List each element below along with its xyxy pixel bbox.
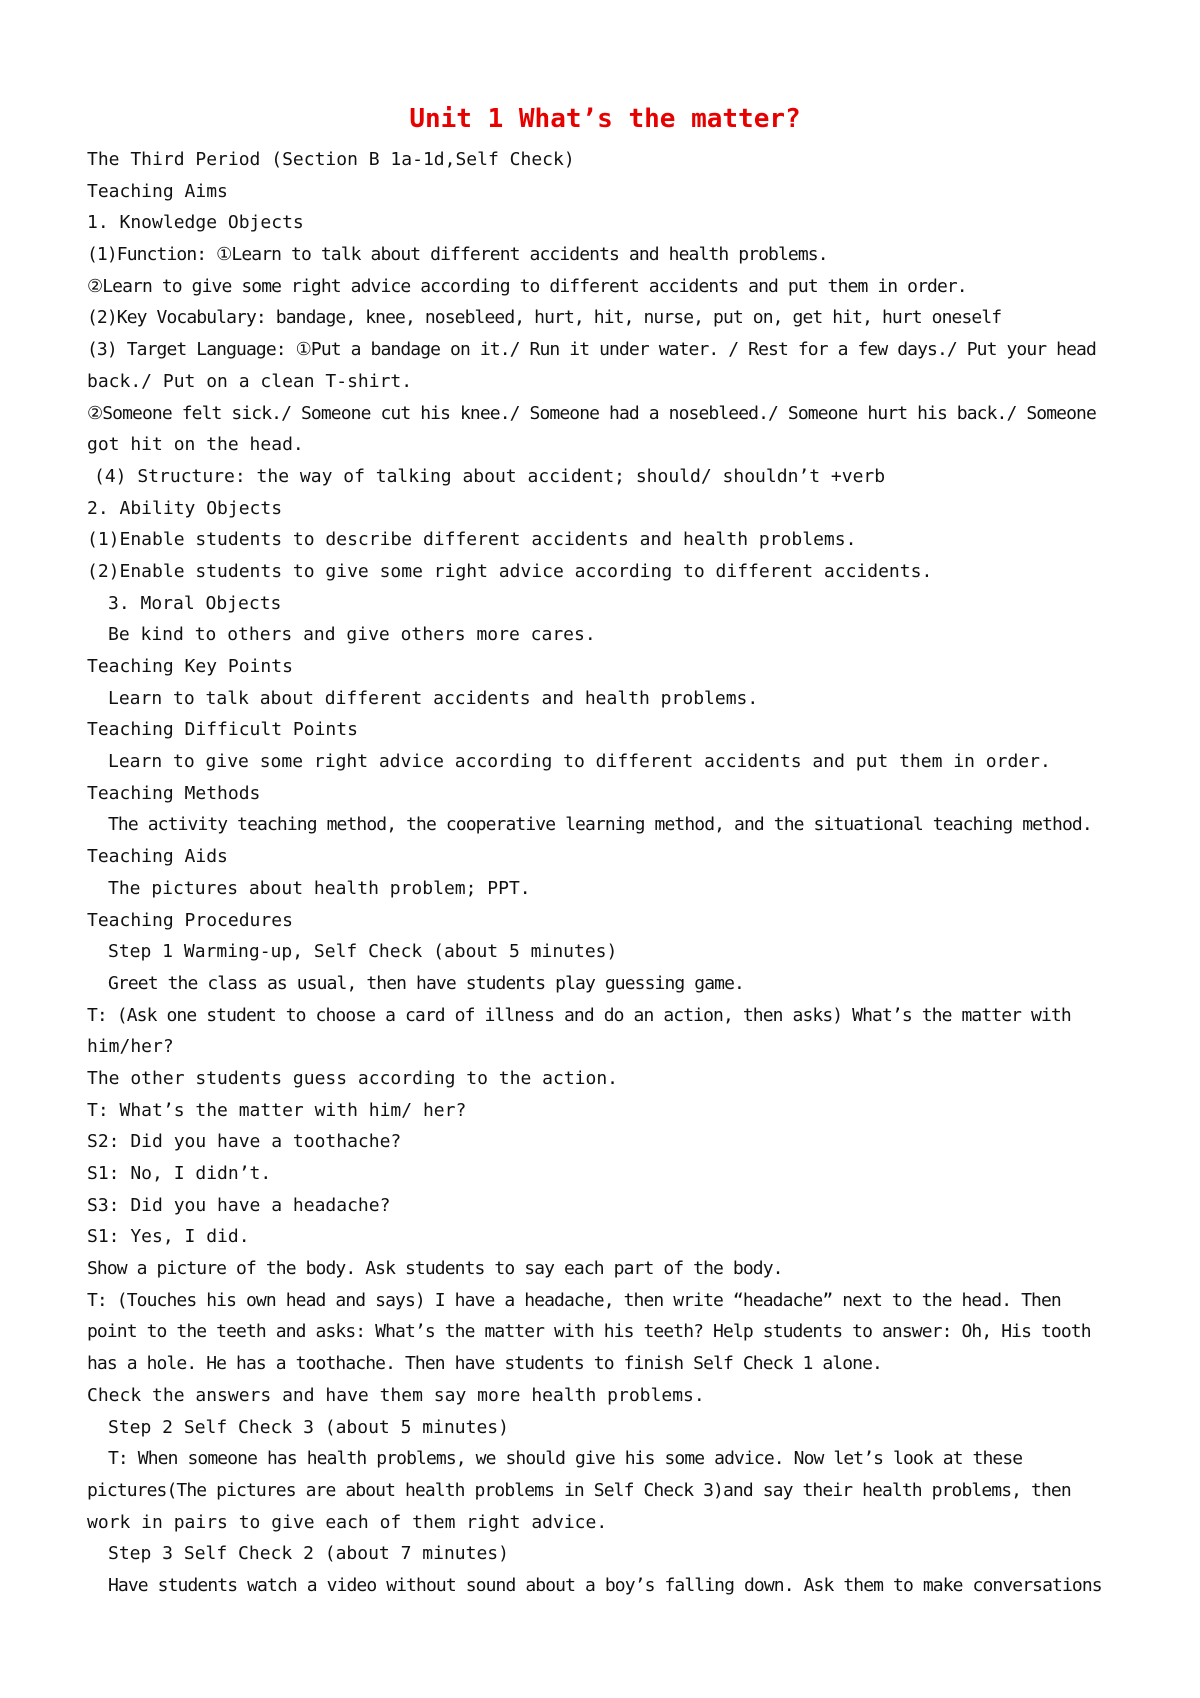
text-line: Show a picture of the body. Ask students to say each part of the body. [87,1258,783,1280]
document-body [87,144,1123,1602]
text-line: Step 3 Self Check 2 (about 7 minutes) [108,1543,509,1565]
text-line: (2)Key Vocabulary: bandage, knee, nosebleed, hurt, hit, nurse, put on, get hit, hurt oneself [87,307,1002,329]
text-line: Step 2 Self Check 3 (about 5 minutes) [108,1416,509,1438]
text-line: (1)Function: ①Learn to talk about different accidents and health problems. [87,244,828,266]
text-line: T: (Ask one student to choose a card of illness and do an action, then asks) What’s the matter with [87,1004,1071,1026]
text-line: Be kind to others and give others more cares. [108,624,596,646]
text-line: The other students guess according to the action. [87,1067,619,1089]
document-page [87,96,1123,1602]
text-line: S1: No, I didn’t. [87,1163,272,1184]
text-line: T: (Touches his own head and says) I have a headache, then write “headache” next to the head. Then [87,1289,1061,1311]
document-title: Unit 1 What’s the matter? [409,104,801,134]
text-line: The activity teaching method, the cooperative learning method, and the situational teaching method. [108,814,1092,836]
text-line: (3) Target Language: ①Put a bandage on it./ Run it under water. / Rest for a few days./ Put your head [87,339,1096,361]
text-line: S1: Yes, I did. [87,1226,250,1248]
text-line: Teaching Methods [87,782,261,804]
text-line: Check the answers and have them say more health problems. [87,1384,705,1406]
text-line: The Third Period (Section B 1a-1d,Self Check) [87,149,575,170]
text-line: has a hole. He has a toothache. Then have students to finish Self Check 1 alone. [87,1353,882,1375]
text-line: Teaching Difficult Points [87,719,358,741]
text-line: Step 1 Warming-up, Self Check (about 5 minutes) [108,941,618,963]
text-line: S2: Did you have a toothache? [87,1131,402,1153]
text-line: Greet the class as usual, then have students play guessing game. [108,972,744,994]
text-line: ②Someone felt sick./ Someone cut his knee./ Someone had a nosebleed./ Someone hurt his back./ Someone [87,402,1096,424]
text-line: Teaching Procedures [87,909,293,931]
text-line: Teaching Aims [87,180,228,202]
text-line: Teaching Key Points [87,656,293,677]
text-line: 3. Moral Objects [108,592,282,614]
text-line: T: What’s the matter with him/ her? [87,1099,467,1121]
text-line: Learn to give some right advice according to different accidents and put them in order. [108,751,1051,773]
text-line: Learn to talk about different accidents and health problems. [108,687,759,709]
text-line: work in pairs to give each of them right advice. [87,1511,608,1533]
text-line: (1)Enable students to describe different accidents and health problems. [87,529,857,551]
text-line: (4) Structure: the way of talking about accident; should/ shouldn’t +verb [94,465,886,487]
text-line: ②Learn to give some right advice according to different accidents and put them in order. [87,275,967,297]
text-line: The pictures about health problem; PPT. [108,877,531,899]
text-line: Have students watch a video without sound about a boy’s falling down. Ask them to make conversations [108,1574,1102,1596]
text-line: (2)Enable students to give some right advice according to different accidents. [87,560,933,582]
text-line: him/her? [87,1036,174,1058]
text-line: 2. Ability Objects [87,497,283,519]
text-line: point to the teeth and asks: What’s the matter with his teeth? Help students to answer: Oh, His tooth [87,1321,1091,1343]
text-line: Teaching Aids [87,846,228,868]
text-line: got hit on the head. [87,434,304,456]
text-line: pictures(The pictures are about health problems in Self Check 3)and say their health problems, then [87,1479,1071,1501]
text-line: back./ Put on a clean T-shirt. [87,370,413,392]
text-line: T: When someone has health problems, we should give his some advice. Now let’s look at these [108,1448,1023,1470]
text-line: 1. Knowledge Objects [87,212,304,234]
text-line: S3: Did you have a headache? [87,1194,391,1216]
